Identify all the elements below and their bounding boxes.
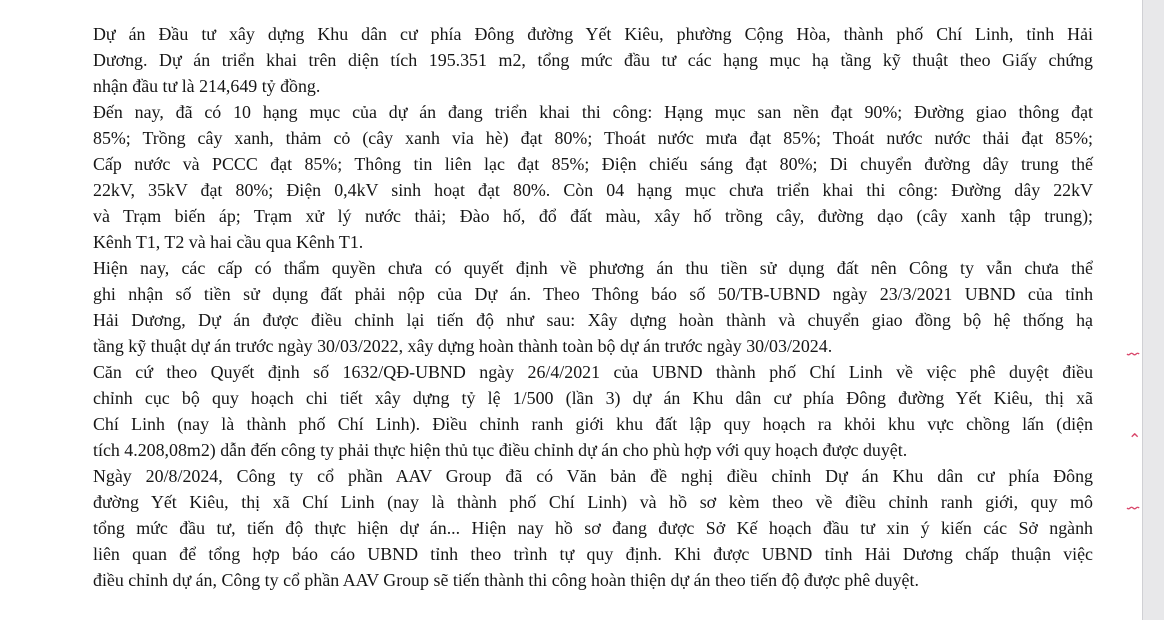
paragraph <box>93 99 1093 255</box>
paragraph <box>93 21 1093 99</box>
paragraph <box>93 359 1093 463</box>
text-line: Hiện nay, các cấp có thẩm quyền chưa có quyết định về phương án thu tiền sử dụng đất nên Công ty vẫn chưa thể <box>93 258 1093 278</box>
paragraph <box>93 255 1093 359</box>
text-line: tích 4.208,08m2) dẫn đến công ty phải thực hiện thủ tục điều chỉnh dự án cho phù hợp với quy hoạch được duyệt. <box>93 440 908 460</box>
text-line: và Trạm biến áp; Trạm xử lý nước thải; Đào hố, đổ đất màu, xây hố trồng cây, đường dạo (cây xanh tập trung); <box>93 206 1093 226</box>
text-line: Dương. Dự án triển khai trên diện tích 195.351 m2, tổng mức đầu tư các hạng mục hạ tầng kỹ thuật theo Giấy chứng <box>93 50 1093 70</box>
text-line: liên quan để tổng hợp báo cáo UBND tỉnh theo trình tự quy định. Khi được UBND tỉnh Hải Dương chấp thuận việc <box>93 544 1093 564</box>
text-line: Đến nay, đã có 10 hạng mục của dự án đang triển khai thi công: Hạng mục san nền đạt 90%; Đường giao thông đạt <box>93 102 1093 122</box>
text-line: nhận đầu tư là 214,649 tỷ đồng. <box>93 76 321 96</box>
text-line: ghi nhận số tiền sử dụng đất phải nộp của Dự án. Theo Thông báo số 50/TB-UBND ngày 23/3/2021 UBND của tỉnh <box>93 284 1094 304</box>
text-line: chỉnh cục bộ quy hoạch chi tiết xây dựng tỷ lệ 1/500 (lần 3) dự án Khu dân cư phía Đông đường Yết Kiêu, thị xã <box>93 388 1094 408</box>
text-line: 22kV, 35kV đạt 80%; Điện 0,4kV sinh hoạt đạt 80%. Còn 04 hạng mục chưa triển khai thi công: Đường dây 22kV <box>93 180 1093 200</box>
text-line: Căn cứ theo Quyết định số 1632/QĐ-UBND ngày 26/4/2021 của UBND thành phố Chí Linh về việc phê duyệt điều <box>93 362 1094 382</box>
text-line: đường Yết Kiêu, thị xã Chí Linh (nay là thành phố Chí Linh) và hồ sơ kèm theo về điều chỉnh ranh giới, quy mô <box>93 492 1093 512</box>
text-line: Cấp nước và PCCC đạt 85%; Thông tin liên lạc đạt 85%; Điện chiếu sáng đạt 80%; Di chuyển đường dây trung thế <box>93 154 1093 174</box>
text-line: tổng mức đầu tư, tiến độ thực hiện dự án... Hiện nay hồ sơ đang được Sở Kế hoạch đầu tư xin ý kiến các Sở ngành <box>93 518 1093 538</box>
margin-pencil-mark: ⌃ <box>1128 430 1142 449</box>
text-line: Chí Linh (nay là thành phố Chí Linh). Điều chỉnh ranh giới khu đất lập quy hoạch ra khỏi khu vực chồng lấn (diện <box>93 414 1093 434</box>
text-line: Kênh T1, T2 và hai cầu qua Kênh T1. <box>93 232 364 252</box>
text-line: Ngày 20/8/2024, Công ty cổ phần AAV Group đã có Văn bản đề nghị điều chỉnh Dự án Khu dân cư phía Đông <box>93 466 1093 486</box>
text-line: tầng kỹ thuật dự án trước ngày 30/03/2022, xây dựng hoàn thành toàn bộ dự án trước ngày 30/03/2024. <box>93 336 833 356</box>
text-line: điều chỉnh dự án, Công ty cổ phần AAV Group sẽ tiến thành thi công hoàn thiện dự án theo tiến độ được phê duyệt. <box>93 570 919 590</box>
text-line: Hải Dương, Dự án được điều chỉnh lại tiến độ như sau: Xây dựng hoàn thành và chuyển giao đồng bộ hệ thống hạ <box>93 310 1093 330</box>
paragraph <box>93 463 1093 593</box>
adjacent-page-edge <box>1142 0 1164 620</box>
margin-pencil-mark: ⌇ <box>1122 350 1142 358</box>
text-line: 85%; Trồng cây xanh, thảm cỏ (cây xanh vỉa hè) đạt 80%; Thoát nước mưa đạt 85%; Thoát nước nước thải đạt 85%; <box>93 128 1093 148</box>
text-line: Dự án Đầu tư xây dựng Khu dân cư phía Đông đường Yết Kiêu, phường Cộng Hòa, thành phố Chí Linh, tỉnh Hải <box>93 24 1093 44</box>
margin-pencil-mark: ⌇ <box>1122 504 1142 512</box>
document-body <box>93 21 1093 593</box>
